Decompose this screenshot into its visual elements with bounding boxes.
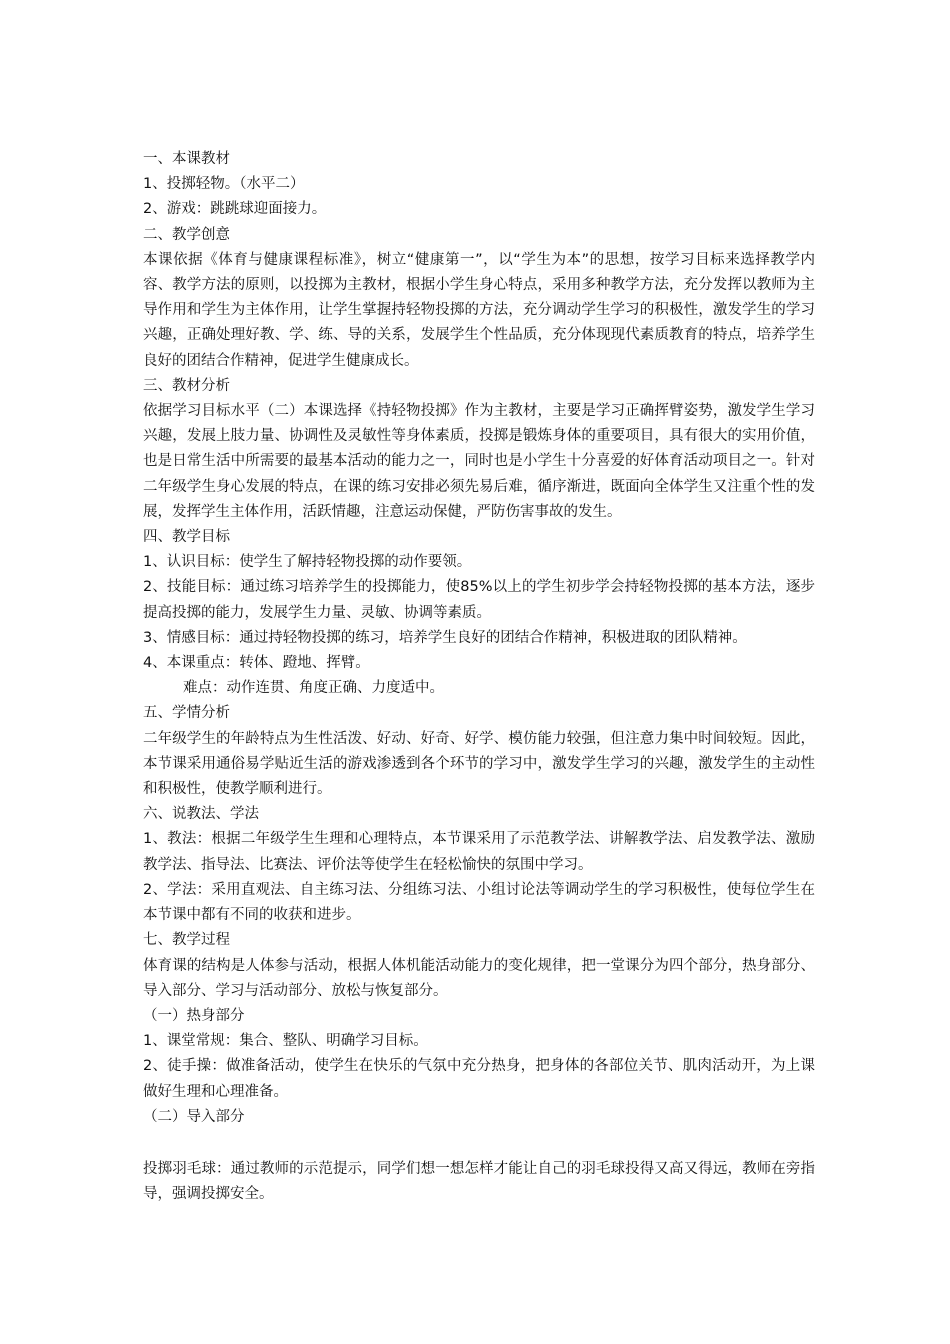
list-item: 2、徒手操：做准备活动，使学生在快乐的气氛中充分热身，把身体的各部位关节、肌肉活动开，为上课做好生理和心理准备。 [143,1058,815,1100]
list-item: 1、课堂常规：集合、整队、明确学习目标。 [143,1033,428,1050]
section-heading-4: 四、教学目标 [143,529,230,546]
paragraph: 体育课的结构是人体参与活动，根据人体机能活动能力的变化规律，把一堂课分为四个部分，热身部分、导入部分、学习与活动部分、放松与恢复部分。 [143,957,815,999]
subsection-heading: （一）热身部分 [143,1007,245,1024]
section-heading-7: 七、教学过程 [143,932,230,949]
blank-line [143,1130,815,1157]
section-heading-6: 六、说教法、学法 [143,806,259,823]
section-heading-5: 五、学情分析 [143,705,230,722]
list-item: 2、游戏：跳跳球迎面接力。 [143,201,327,218]
list-item: 2、学法：采用直观法、自主练习法、分组练习法、小组讨论法等调动学生的学习积极性，使每位学生在本节课中都有不同的收获和进步。 [143,881,815,924]
section-heading-2: 二、教学创意 [143,226,230,243]
list-item: 1、投掷轻物。（水平二） [143,176,305,193]
subsection-heading: （二）导入部分 [143,1108,245,1125]
list-item: 1、教法：根据二年级学生生理和心理特点，本节课采用了示范教学法、讲解教学法、启发教学法、激励教学法、指导法、比赛法、评价法等使学生在轻松愉快的氛围中学习。 [143,831,815,873]
list-item: 难点：动作连贯、角度正确、力度适中。 [183,680,444,697]
list-item: 2、技能目标：通过练习培养学生的投掷能力，使85%以上的学生初步学会持轻物投掷的基本方法，逐步提高投掷的能力，发展学生力量、灵敏、协调等素质。 [143,579,815,621]
section-heading-1: 一、本课教材 [143,151,230,167]
list-item: 4、本课重点：转体、蹬地、挥臂。 [143,655,370,672]
paragraph: 本课依据《体育与健康课程标准》，树立“健康第一”，以“学生为本”的思想，按学习目标来选择教学内容、教学方法的原则，以投掷为主教材，根据小学生身心特点，采用多种教学方法，充分发挥以教师为主导作用和学生为主体作用，让学生掌握持轻物投掷的方法，充分调动学生学习的积极性，激发学生的学习兴趣，正确处理好教、学、练、导的关系，发展学生个性品质，充分体现现代素质教育的特点，培养学生良好的团结合作精神，促进学生健康成长。 [143,251,815,369]
paragraph: 二年级学生的年龄特点为生性活泼、好动、好奇、好学、模仿能力较强，但注意力集中时间较短。因此，本节课采用通俗易学贴近生活的游戏渗透到各个环节的学习中，激发学生学习的兴趣，激发学生的主动性和积极性，使教学顺利进行。 [143,730,815,798]
paragraph: 投掷羽毛球：通过教师的示范提示，同学们想一想怎样才能让自己的羽毛球投得又高又得远，教师在旁指导，强调投掷安全。 [143,1160,815,1203]
section-heading-3: 三、教材分析 [143,377,230,394]
list-item: 1、认识目标：使学生了解持轻物投掷的动作要领。 [143,554,472,571]
paragraph: 依据学习目标水平（二）本课选择《持轻物投掷》作为主教材，主要是学习正确挥臂姿势，激发学生学习兴趣，发展上肢力量、协调性及灵敏性等身体素质，投掷是锻炼身体的重要项目，具有很大的实用价值，也是日常生活中所需要的最基本活动的能力之一，同时也是小学生十分喜爱的好体育活动项目之一。针对二年级学生身心发展的特点，在课的练习安排必须先易后难，循序渐进，既面向全体学生又注重个性的发展，发挥学生主体作用，活跃情趣，注意运动保健，严防伤害事故的发生。 [143,403,815,520]
document-page [143,147,815,1207]
list-item: 3、情感目标：通过持轻物投掷的练习，培养学生良好的团结合作精神，积极进取的团队精神。 [143,629,747,646]
